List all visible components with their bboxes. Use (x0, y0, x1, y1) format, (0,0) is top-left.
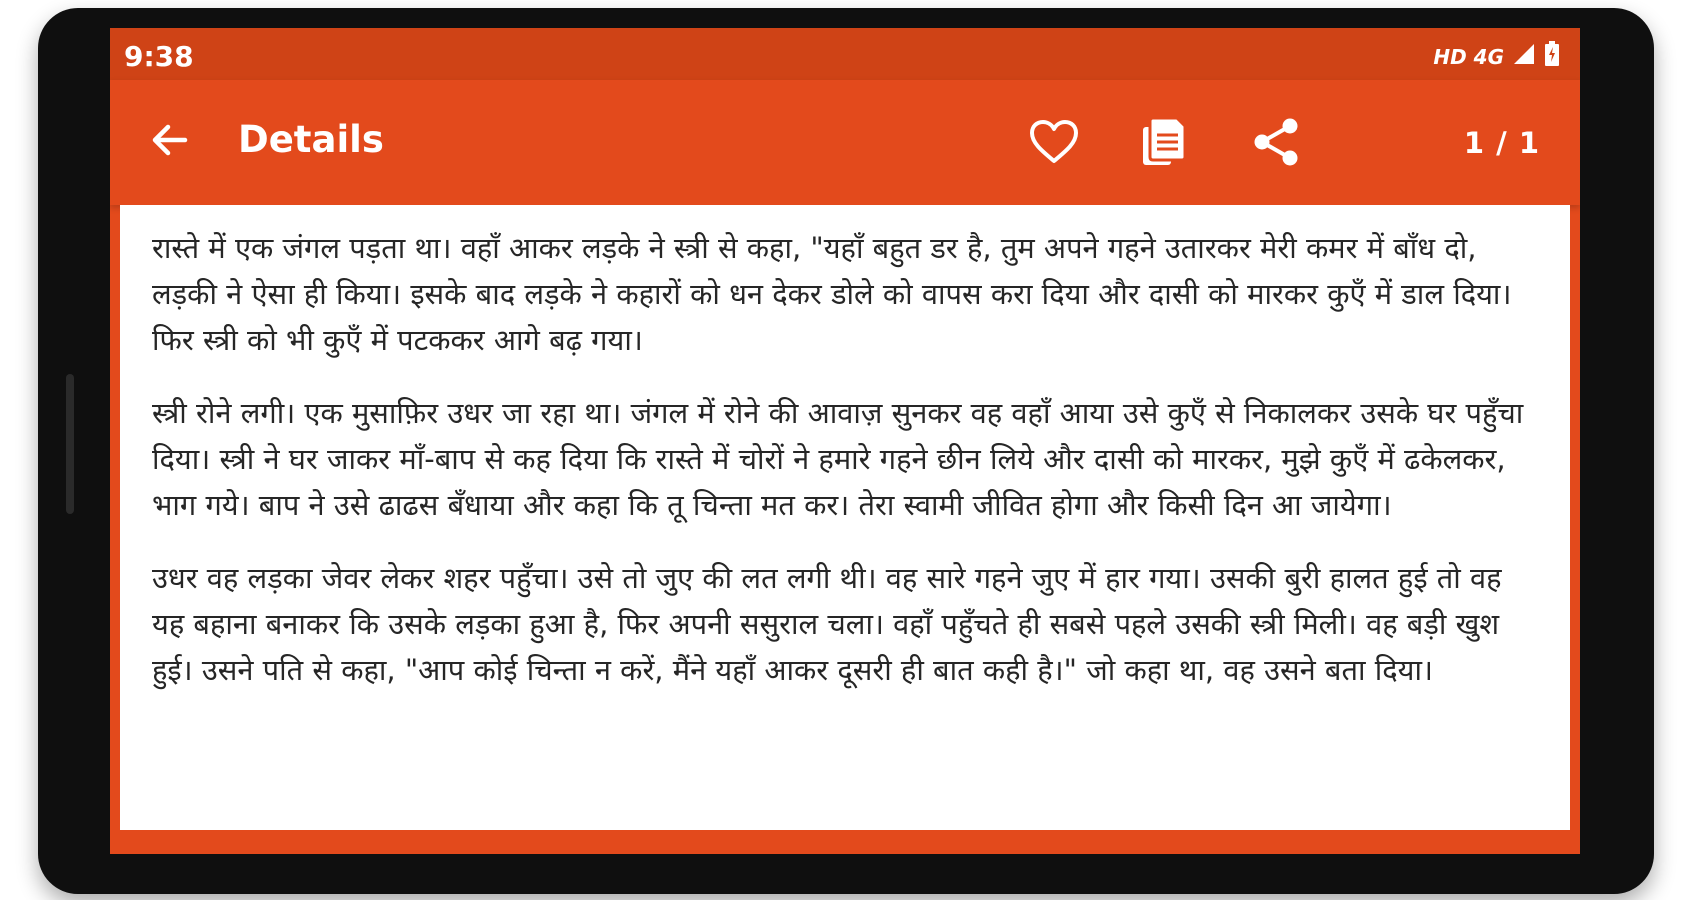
back-arrow-icon (150, 120, 190, 160)
favorite-button[interactable] (1018, 106, 1090, 178)
copy-button[interactable] (1128, 106, 1200, 178)
status-time: 9:38 (124, 40, 194, 73)
network-label: HD 4G (1433, 44, 1504, 69)
back-button[interactable] (140, 110, 200, 170)
page-title: Details (238, 118, 384, 161)
battery-icon (1544, 41, 1560, 72)
story-paragraph: रास्ते में एक जंगल पड़ता था। वहाँ आकर लड़के ने स्त्री से कहा, "यहाँ बहुत डर है, तुम अपने गहने उतारकर मेरी कमर में बाँध दो, लड़की ने ऐसा ही किया। इसके बाद लड़के ने कहारों को धन देकर डोले को वापस करा दिया और दासी को मारकर कुएँ में डाल दिया। फिर स्त्री को भी कुएँ में पटककर आगे बढ़ गया। (152, 231, 1512, 357)
story-paragraph: उधर वह लड़का जेवर लेकर शहर पहुँचा। उसे तो जुए की लत लगी थी। वह सारे गहने जुए में हार गया। उसकी बुरी हालत हुई तो वह यह बहाना बनाकर कि उसके लड़का हुआ है, फिर अपनी ससुराल चला। वहाँ पहुँचते ही सबसे पहले उसकी स्त्री मिली। वह बड़ी खुश हुई। उसने पति से कहा, "आप कोई चिन्ता न करें, मैंने यहाँ आकर दूसरी ही बात कही है।" जो कहा था, वह उसने बता दिया। (152, 561, 1502, 687)
story-content (120, 205, 1570, 830)
app-bar (110, 80, 1580, 205)
device-side-button (66, 374, 74, 514)
signal-icon (1512, 42, 1536, 71)
story-paragraph: स्त्री रोने लगी। एक मुसाफ़िर उधर जा रहा था। जंगल में रोने की आवाज़ सुनकर वह वहाँ आया उसे कुएँ से निकालकर उसके घर पहुँचा दिया। स्त्री ने घर जाकर माँ-बाप से कह दिया कि रास्ते में चोरों ने हमारे गहने छीन लिये और दासी को मारकर, मुझे कुएँ में ढकेलकर, भाग गये। बाप ने उसे ढाढस बँधाया और कहा कि तू चिन्ता मत कर। तेरा स्वामी जीवित होगा और किसी दिन आ जायेगा। (152, 396, 1524, 522)
app-screen (110, 28, 1580, 854)
page-counter: 1 / 1 (1463, 126, 1540, 160)
status-icons (1433, 41, 1560, 72)
share-icon (1250, 116, 1302, 168)
share-button[interactable] (1240, 106, 1312, 178)
status-bar (110, 28, 1580, 80)
heart-icon (1028, 119, 1080, 165)
copy-icon (1139, 115, 1189, 169)
